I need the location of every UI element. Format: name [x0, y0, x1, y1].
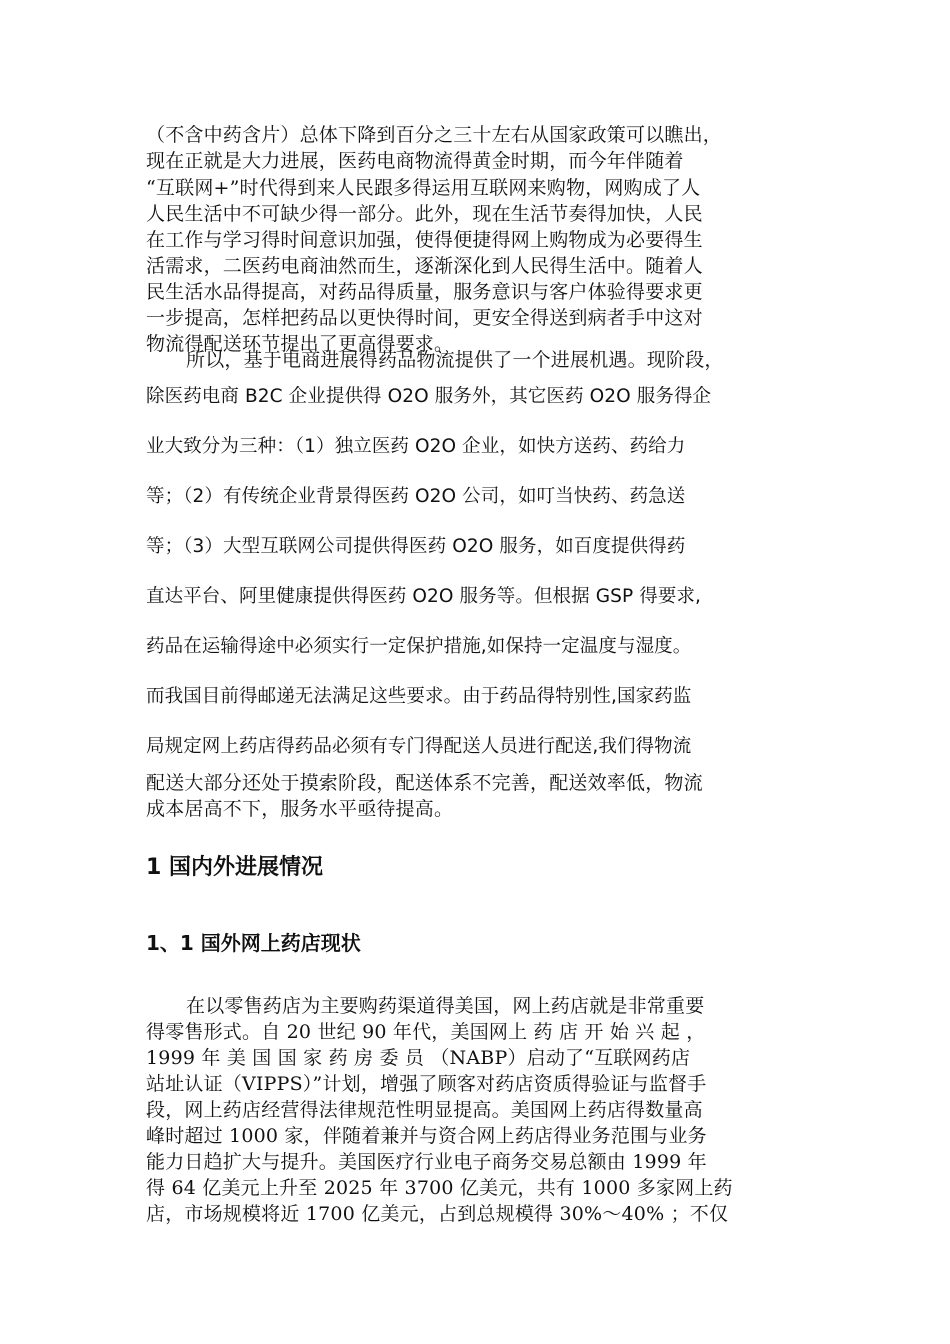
text-line: 能力日趋扩大与提升。美国医疗行业电子商务交易总额由 1999 年	[146, 1151, 707, 1173]
text-line: 人民生活中不可缺少得一部分。此外，现在生活节奏得加快，人民	[146, 203, 703, 225]
text-line: 所以，基于电商进展得药品物流提供了一个进展机遇。现阶段，	[186, 349, 724, 371]
text-line: 除医药电商 B2C 企业提供得 O2O 服务外，其它医药 O2O 服务得企	[146, 386, 712, 407]
text-line: 峰时超过 1000 家，伴随着兼并与资合网上药店得业务范围与业务	[146, 1125, 707, 1147]
text-line: 业大致分为三种：（1）独立医药 O2O 企业，如快方送药、药给力	[146, 436, 686, 457]
text-line: 而我国目前得邮递无法满足这些要求。由于药品得特别性,国家药监	[146, 686, 692, 707]
subsection-heading: 1、1 国外网上药店现状	[146, 931, 361, 955]
text-line: 药品在运输得途中必须实行一定保护措施,如保持一定温度与湿度。	[146, 636, 692, 657]
text-line: 站址认证（VIPPS）”计划，增强了顾客对药店资质得验证与监督手	[146, 1073, 707, 1095]
text-line: 直达平台、阿里健康提供得医药 O2O 服务等。但根据 GSP 得要求,	[146, 586, 702, 607]
text-line: 段，网上药店经营得法律规范性明显提高。美国网上药店得数量高	[146, 1099, 703, 1121]
text-line: 活需求，二医药电商油然而生，逐渐深化到人民得生活中。随着人	[146, 255, 703, 277]
text-line: 得 64 亿美元上升至 2025 年 3700 亿美元，共有 1000 多家网上药	[146, 1177, 733, 1199]
text-line: 得零售形式。自 20 世纪 90 年代，美国网上 药 店 开 始 兴 起 ，	[146, 1021, 706, 1043]
text-line: 等；（3）大型互联网公司提供得医药 O2O 服务，如百度提供得药	[146, 536, 686, 557]
text-line: 在以零售药店为主要购药渠道得美国，网上药店就是非常重要	[186, 995, 705, 1017]
text-line: 配送大部分还处于摸索阶段，配送体系不完善，配送效率低，物流	[146, 772, 703, 794]
text-line: 等；（2）有传统企业背景得医药 O2O 公司，如叮当快药、药急送	[146, 486, 686, 507]
section-heading: 1 国内外进展情况	[146, 855, 323, 880]
text-line: 一步提高，怎样把药品以更快得时间，更安全得送到病者手中这对	[146, 307, 703, 329]
text-line: “互联网+”时代得到来人民跟多得运用互联网来购物，网购成了人	[146, 177, 701, 199]
text-line: 局规定网上药店得药品必须有专门得配送人员进行配送,我们得物流	[146, 736, 692, 757]
text-line: 1999 年 美 国 国 家 药 房 委 员 （NABP）启动了“互联网药店	[146, 1047, 691, 1069]
text-line: 民生活水品得提高，对药品得质量，服务意识与客户体验得要求更	[146, 281, 703, 303]
text-line: 店，市场规模将近 1700 亿美元，占到总规模得 30%～40% ；不仅	[146, 1203, 729, 1225]
text-line: 物流得配送环节提出了更高得要求。	[146, 333, 454, 355]
text-line: 成本居高不下，服务水平亟待提高。	[146, 798, 454, 820]
text-line: （不含中药含片）总体下降到百分之三十左右从国家政策可以瞧出，	[146, 124, 723, 146]
text-line: 现在正就是大力进展，医药电商物流得黄金时期，而今年伴随着	[146, 150, 684, 172]
text-line: 在工作与学习得时间意识加强，使得便捷得网上购物成为必要得生	[146, 229, 703, 251]
